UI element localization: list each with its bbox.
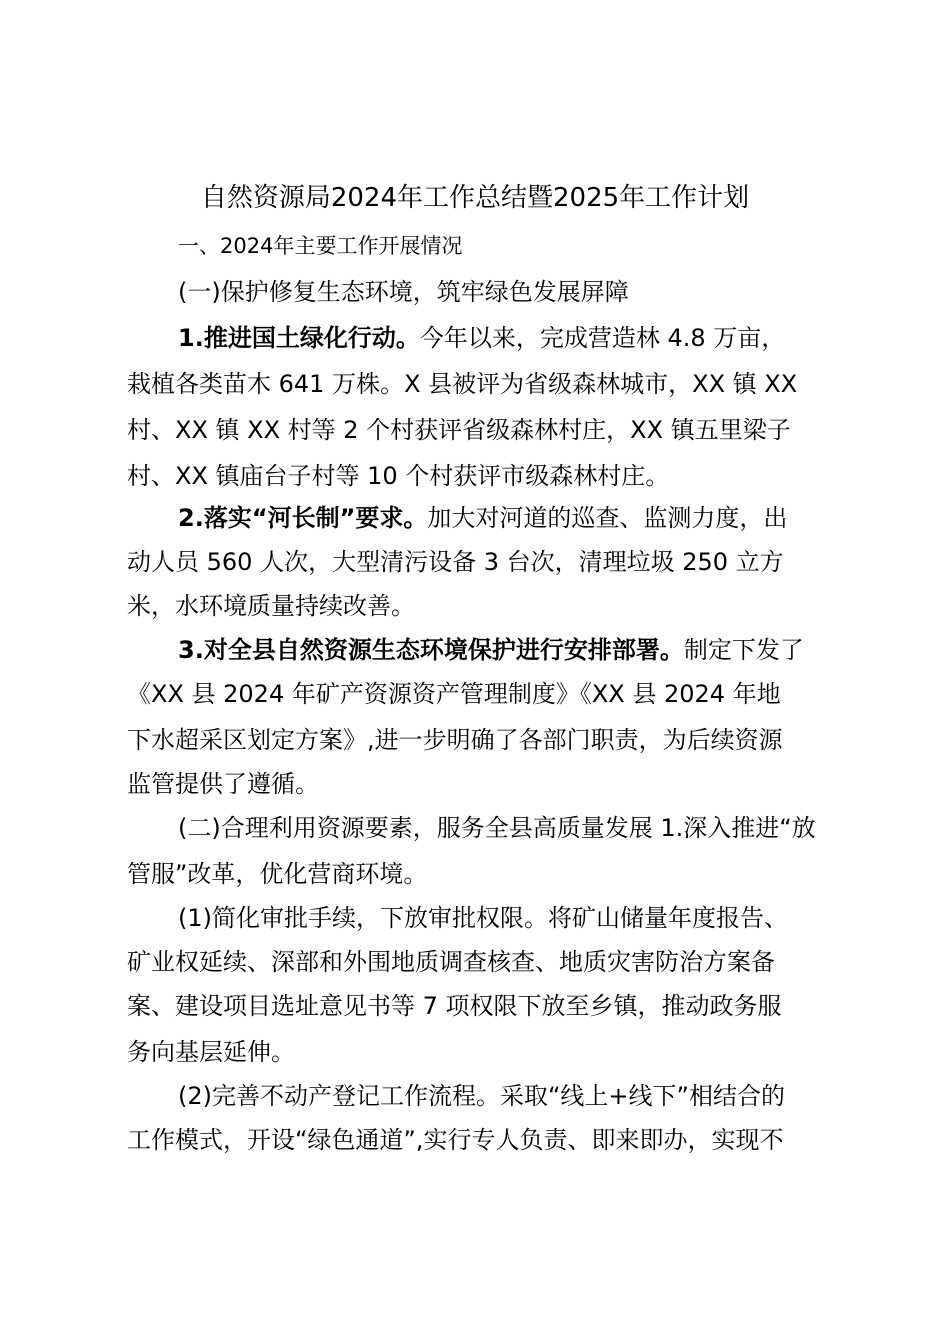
paragraph-line: 矿业权延续、深部和外围地质调查核查、地质灾害防治方案备	[127, 948, 775, 976]
paragraph-line: 下水超采区划定方案》,进一步明确了各部门职责，为后续资源	[127, 726, 783, 754]
paragraph-line: (2)完善不动产登记工作流程。采取“线上+线下”相结合的	[178, 1082, 785, 1110]
subsection-heading: (一)保护修复生态环境，筑牢绿色发展屏障	[178, 278, 629, 306]
paragraph-line	[178, 628, 804, 672]
paragraph-line: (二)合理利用资源要素，服务全县高质量发展 1.深入推进“放	[178, 814, 816, 842]
paragraph-line: 栽植各类苗木 641 万株。X 县被评为省级森林城市，XX 镇 XX	[127, 370, 798, 398]
paragraph-line: 管服”改革，优化营商环境。	[127, 860, 428, 888]
paragraph-line: 监管提供了遵循。	[127, 770, 319, 798]
item-lead: 2.落实“河长制”要求。	[178, 504, 428, 532]
item-lead: 1.推进国土绿化行动。	[178, 324, 420, 352]
item-text: 今年以来，完成营造林 4.8 万亩，	[419, 324, 786, 352]
paragraph-line: 工作模式，开设“绿色通道”,实行专人负责、即来即办，实现不	[127, 1126, 784, 1154]
paragraph-line: 《XX 县 2024 年矿产资源资产管理制度》《XX 县 2024 年地	[127, 680, 781, 708]
paragraph-line: 务向基层延伸。	[127, 1038, 295, 1066]
document-title: 自然资源局2024年工作总结暨2025年工作计划	[200, 183, 750, 213]
paragraph-line	[178, 496, 787, 540]
paragraph-line: 村、XX 镇庙台子村等 10 个村获评市级森林村庄。	[127, 462, 670, 490]
paragraph-line: 案、建设项目选址意见书等 7 项权限下放至乡镇，推动政务服	[127, 992, 782, 1020]
paragraph-line	[178, 316, 785, 360]
section-heading: 一、2024年主要工作开展情况	[178, 234, 463, 258]
item-text: 制定下发了	[683, 636, 804, 664]
paragraph-line: 动人员 560 人次，大型清污设备 3 台次，清理垃圾 250 立方	[127, 548, 784, 576]
paragraph-line: 村、XX 镇 XX 村等 2 个村获评省级森林村庄，XX 镇五里梁子	[127, 416, 791, 444]
item-text: 加大对河道的巡查、监测力度，出	[427, 504, 788, 532]
paragraph-line: (1)简化审批手续，下放审批权限。将矿山储量年度报告、	[178, 904, 788, 932]
paragraph-line: 米，水环境质量持续改善。	[127, 592, 415, 620]
item-lead: 3.对全县自然资源生态环境保护进行安排部署。	[178, 636, 684, 664]
